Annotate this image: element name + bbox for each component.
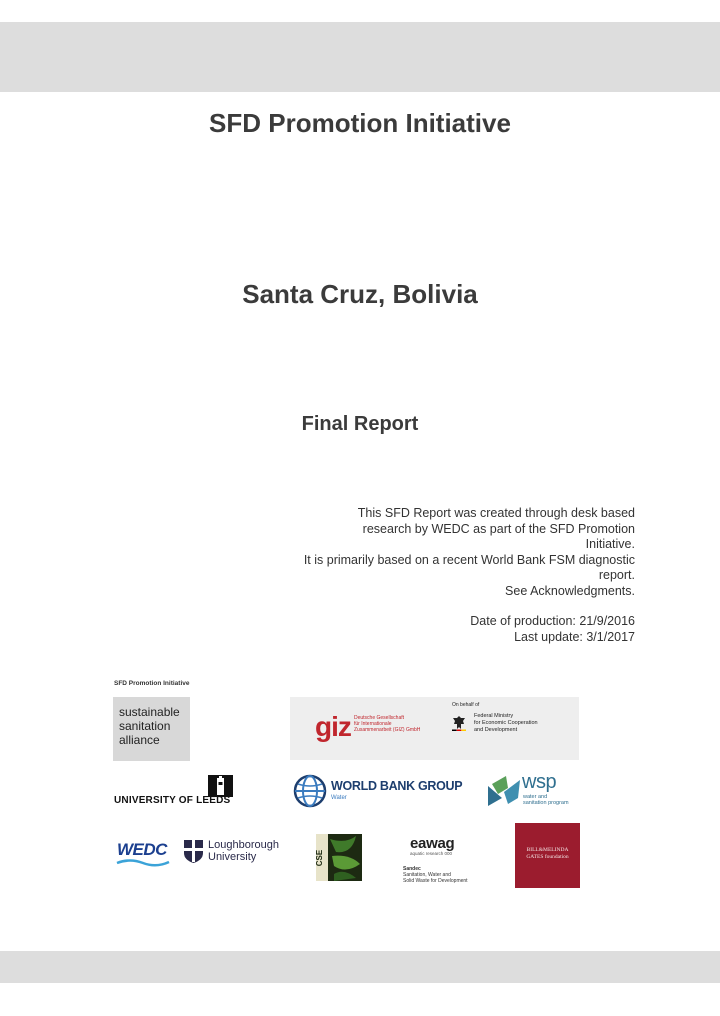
ssa-line: sanitation xyxy=(119,719,171,733)
loughborough-logo xyxy=(208,839,279,863)
header-band xyxy=(0,22,720,92)
description-line: report. xyxy=(598,568,635,582)
giz-text-line: Deutsche Gesellschaft xyxy=(354,715,405,721)
federal-eagle-icon xyxy=(452,715,466,731)
leeds-tower-icon xyxy=(208,775,233,797)
wsp-mark-icon xyxy=(488,776,520,806)
leeds-logo: UNIVERSITY OF LEEDS xyxy=(114,795,231,806)
gates-line: BILL&MELINDA xyxy=(526,847,569,853)
description-line: See Acknowledgments. xyxy=(505,583,635,598)
cse-text: CSE xyxy=(315,849,324,867)
footer-band xyxy=(0,951,720,983)
date-of-production: Date of production: 21/9/2016 xyxy=(470,614,635,628)
giz-bmz-logo xyxy=(290,697,579,760)
ssa-line: sustainable xyxy=(119,705,180,719)
city-title: Santa Cruz, Bolivia xyxy=(242,279,478,309)
last-update: Last update: 3/1/2017 xyxy=(514,629,635,644)
gates-line: GATES foundation xyxy=(526,854,569,860)
wedc-logo: WEDC xyxy=(117,840,167,859)
gates-foundation-logo xyxy=(515,823,580,888)
loughborough-line: Loughborough xyxy=(208,839,279,851)
report-dates xyxy=(255,614,635,645)
report-type: Final Report xyxy=(301,413,419,435)
sandec-line: Solid Waste for Development xyxy=(403,878,468,884)
on-behalf-label: On behalf of xyxy=(452,702,480,708)
bmz-line: Federal Ministry xyxy=(474,713,514,719)
bmz-line: for Economic Cooperation xyxy=(474,720,538,726)
wsp-sub xyxy=(523,794,569,806)
bmz-line: and Development xyxy=(474,727,518,733)
description-line: Initiative. xyxy=(585,537,635,551)
sandec-line: Sandec xyxy=(403,866,421,872)
description-line: research by WEDC as part of the SFD Promotion xyxy=(362,521,635,536)
giz-text-line: für Internationale xyxy=(354,721,392,727)
document-title: SFD Promotion Initiative xyxy=(209,108,511,138)
logos-label: SFD Promotion Initiative xyxy=(114,680,190,687)
description-line: It is primarily based on a recent World Bank FSM diagnostic xyxy=(303,552,635,567)
wsp-sub-line: water and xyxy=(523,794,548,800)
giz-text xyxy=(354,715,420,733)
loughborough-shield-icon xyxy=(184,840,203,863)
wsp-sub-line: sanitation program xyxy=(523,800,569,806)
wedc-wave-icon xyxy=(117,858,169,866)
bmz-text xyxy=(474,713,538,734)
eawag-sub: aquatic research 000 xyxy=(410,851,453,856)
sandec-line: Sanitation, Water and xyxy=(403,872,451,878)
description-line: This SFD Report was created through desk based xyxy=(357,506,635,520)
cse-logo xyxy=(316,834,362,881)
giz-mark: giz xyxy=(315,711,351,742)
report-description xyxy=(255,506,635,599)
ssa-line: alliance xyxy=(119,733,160,747)
wsp-logo: wsp xyxy=(522,771,557,793)
eawag-logo: eawag xyxy=(410,835,455,852)
loughborough-line: University xyxy=(208,851,257,863)
world-bank-sub: Water xyxy=(331,795,347,801)
ssa-logo xyxy=(113,697,190,761)
giz-text-line: Zusammenarbeit (GIZ) GmbH xyxy=(354,727,421,733)
sandec-text xyxy=(403,866,468,884)
world-bank-logo: WORLD BANK GROUP xyxy=(331,779,463,793)
world-bank-globe-icon xyxy=(293,774,327,808)
